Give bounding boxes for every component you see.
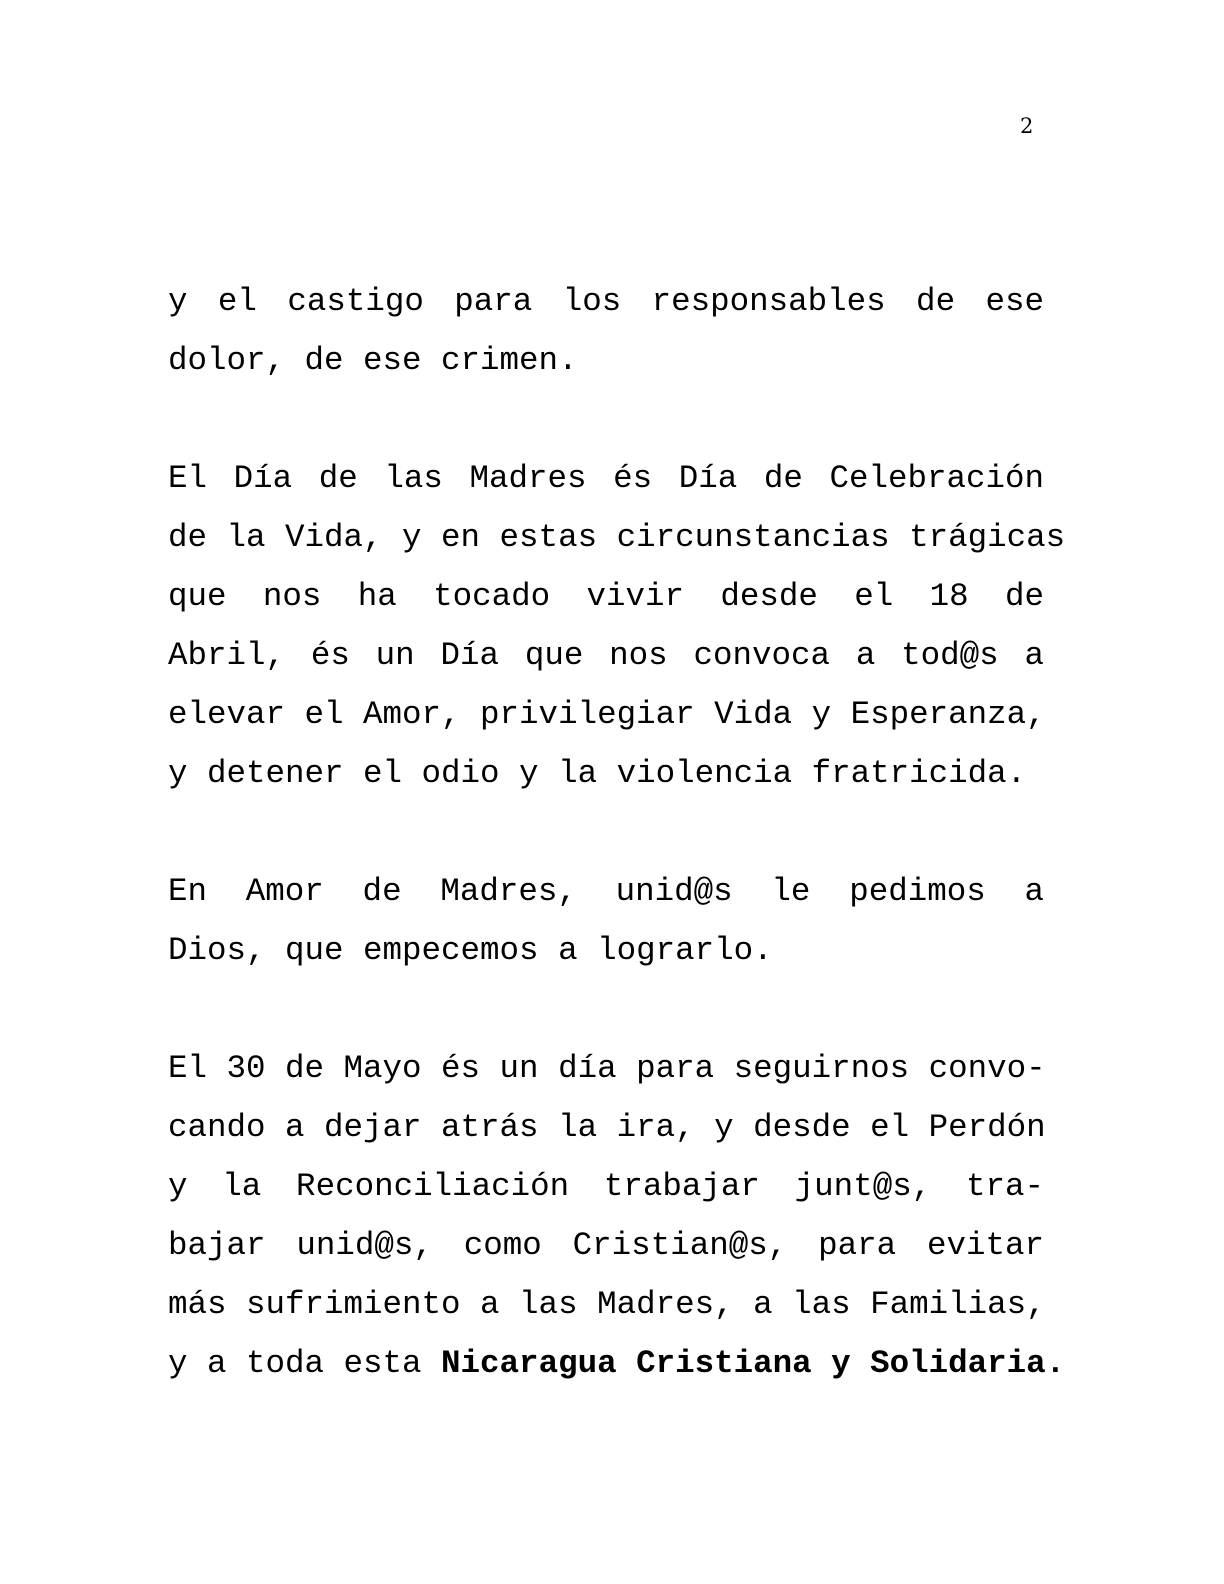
text-line: Abril, és un Día que nos convoca a tod@s a [168, 637, 1044, 674]
text-line: Dios, que empecemos a lograrlo. [168, 932, 773, 969]
text-line: y el castigo para los responsables de ese [168, 283, 1044, 320]
final-text-line [168, 1334, 1066, 1393]
final-line-prefix: y a toda esta [168, 1345, 442, 1382]
text-line: cando a dejar atrás la ira, y desde el Perdón [168, 1109, 1046, 1146]
document-body [168, 272, 1066, 1452]
text-line: que nos ha tocado vivir desde el 18 de [168, 578, 1044, 615]
text-line: y la Reconciliación trabajar junt@s, tra- [168, 1168, 1044, 1205]
bold-closing-phrase: Nicaragua Cristiana y Solidaria. [441, 1345, 1066, 1382]
text-line: de la Vida, y en estas circunstancias trágicas [168, 519, 1066, 556]
text-line: El Día de las Madres és Día de Celebración [168, 460, 1044, 497]
text-line: dolor, de ese crimen. [168, 342, 578, 379]
text-line: más sufrimiento a las Madres, a las Familias, [168, 1286, 1046, 1323]
paragraph-4 [168, 1039, 1066, 1393]
paragraph-3 [168, 862, 1044, 980]
text-line: En Amor de Madres, unid@s le pedimos a [168, 873, 1044, 910]
paragraph-2 [168, 449, 1066, 803]
paragraph-1 [168, 272, 1044, 390]
page-number: 2 [1020, 114, 1034, 138]
text-line: bajar unid@s, como Cristian@s, para evitar [168, 1227, 1044, 1264]
text-line: El 30 de Mayo és un día para seguirnos convo- [168, 1050, 1046, 1087]
text-line: elevar el Amor, privilegiar Vida y Esperanza, [168, 696, 1046, 733]
text-line: y detener el odio y la violencia fratricida. [168, 755, 1027, 792]
